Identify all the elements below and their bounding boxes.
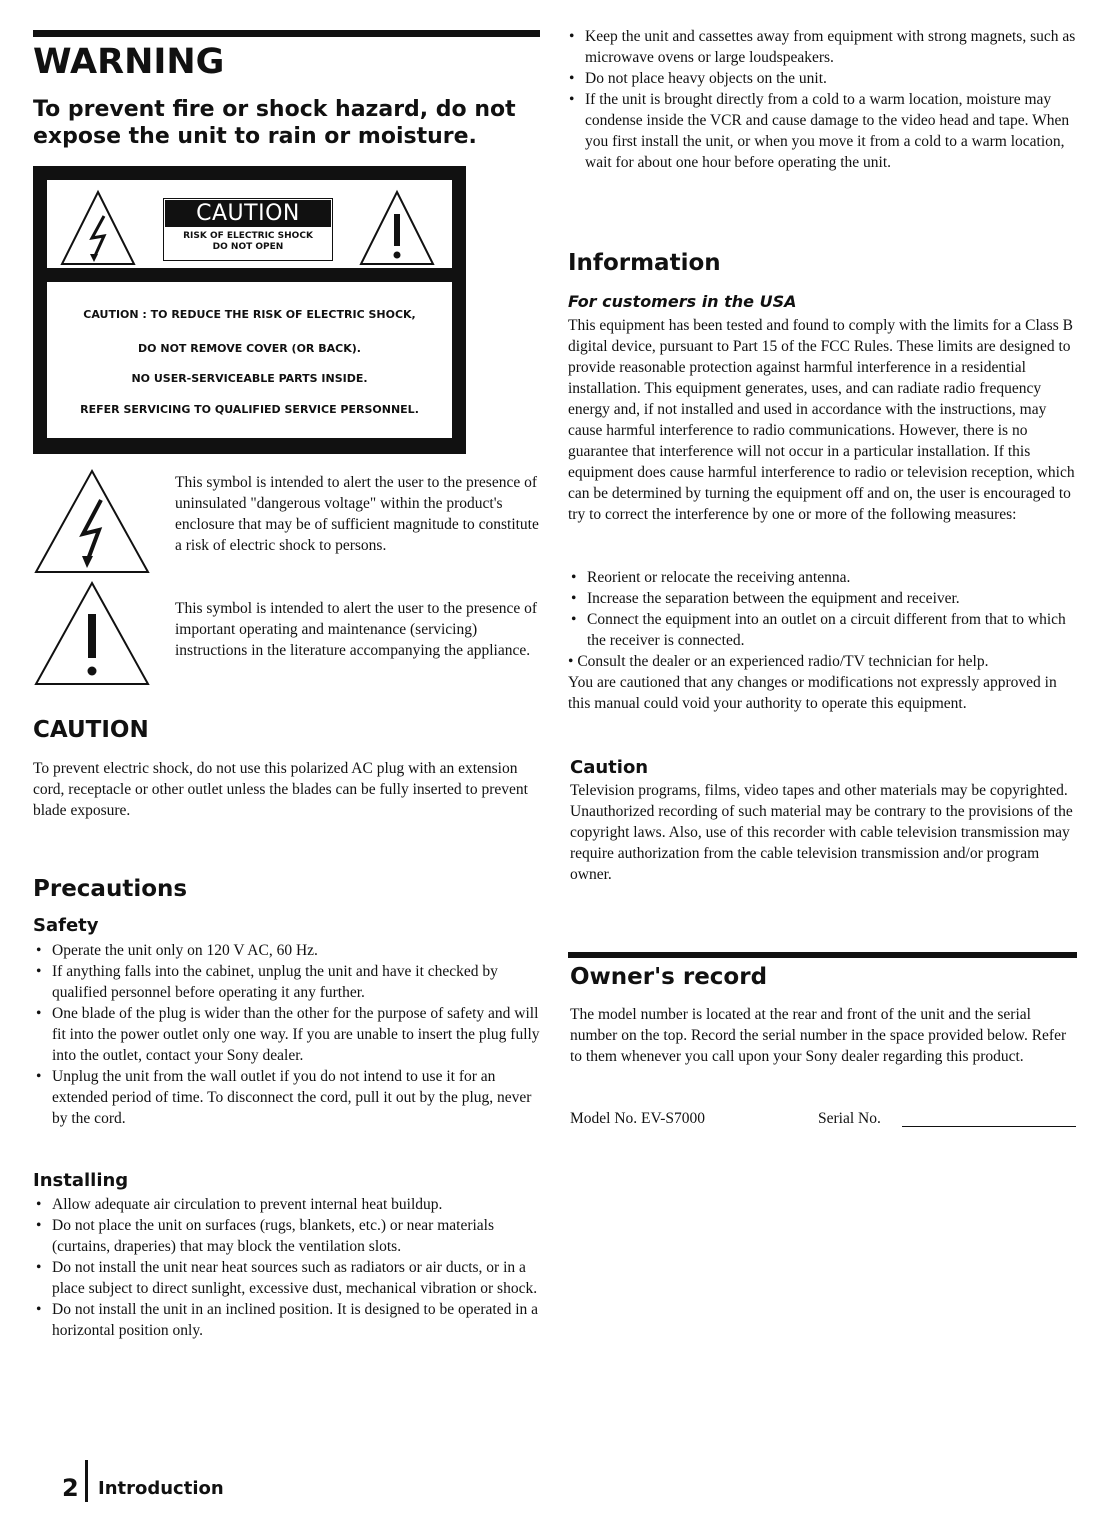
list-item: • Unplug the unit from the wall outlet if you do not intend to use it for an extended period of time. To disconnect the cord, pull it out by the plug, never by the cord. [33,1066,543,1129]
owners-record-text: The model number is located at the rear and front of the unit and the serial number on the top. Record the serial number in the space provided below. Refer to them whenever you call upon your Sony dealer regarding this product. [570,1006,1067,1065]
list-item: • Operate the unit only on 120 V AC, 60 Hz. [33,940,543,961]
exclamation-symbol-icon [33,580,151,688]
exclamation-triangle-icon [357,188,437,268]
owners-record-heading: Owner's record [570,964,768,990]
serial-number-label: Serial No. [818,1110,881,1127]
installing-heading: Installing [33,1170,129,1191]
caution-heading: CAUTION [33,717,149,743]
safety-list [33,940,543,1129]
caution-label-line: CAUTION : TO REDUCE THE RISK OF ELECTRIC SHOCK, [83,308,416,321]
caution-sticker-title: CAUTION [165,200,331,227]
list-item: • One blade of the plug is wider than the other for the purpose of safety and will fit into the power outlet only one way. If you are unable to insert the plug fully into the outlet, contact your Sony dealer. [33,1003,543,1066]
safety-heading: Safety [33,915,99,936]
caution-label-line: NO USER-SERVICEABLE PARTS INSIDE. [131,372,368,385]
list-item: • Do not install the unit near heat sources such as radiators or air ducts, or in a place subject to direct sunlight, excessive dust, mechanical vibration or shock. [33,1257,543,1299]
list-item: • Keep the unit and cassettes away from equipment with strong magnets, such as microwave ovens or large loudspeakers. [566,26,1078,68]
caution-label-line: DO NOT REMOVE COVER (OR BACK). [138,342,361,355]
list-item: • Allow adequate air circulation to prevent internal heat buildup. [33,1194,543,1215]
list-item: • Do not place heavy objects on the unit. [566,68,1078,89]
lightning-symbol-text: This symbol is intended to alert the user to the presence of uninsulated "dangerous voltage" within the product's enclosure that may be of sufficient magnitude to constitute a risk of electric shock to persons. [175,474,539,554]
model-number: Model No. EV-S7000 [570,1110,706,1127]
copyright-text: Television programs, films, video tapes and other materials may be copyrighted. Unauthorized recording of such material may be contrary to the provisions of the copyright laws. Also, use of this recorder with cable television transmission may require authorization from the cable television transmission and/or program owner. [570,782,1073,883]
page-number: 2 [62,1474,79,1502]
precautions-heading: Precautions [33,876,188,902]
caution-sticker-line2: DO NOT OPEN [212,242,284,252]
consult-text: • Consult the dealer or an experienced radio/TV technician for help. [568,653,989,670]
caution-label-line: REFER SERVICING TO QUALIFIED SERVICE PERSONNEL. [80,403,419,416]
owners-record-rule [568,952,1077,958]
caution-sticker-line1: RISK OF ELECTRIC SHOCK [183,231,313,241]
caution-subheading: Caution [570,757,649,778]
caution-text: To prevent electric shock, do not use this polarized AC plug with an extension cord, receptacle or other outlet unless the blades can be fully inserted to prevent blade exposure. [33,760,528,819]
cautioned-text: You are cautioned that any changes or modifications not expressly approved in this manual could void your authority to operate this equipment. [568,674,1057,712]
information-heading: Information [568,250,721,276]
lightning-symbol-icon [33,468,151,576]
serial-number-field[interactable] [902,1126,1076,1127]
warning-subtitle: To prevent fire or shock hazard, do not expose the unit to rain or moisture. [33,97,516,149]
consult-label: Consult the dealer or an experienced radio/TV technician for help. [577,653,989,670]
footer-divider [85,1460,88,1502]
lightning-triangle-icon [58,188,138,268]
measures-list [568,567,1078,651]
list-item: • If anything falls into the cabinet, unplug the unit and have it checked by qualified personnel before operating it any further. [33,961,543,1003]
usa-heading: For customers in the USA [568,292,797,311]
list-item: • Do not place the unit on surfaces (rugs, blankets, etc.) or near materials (curtains, draperies) that may block the ventilation slots. [33,1215,543,1257]
handling-list [566,26,1078,173]
caution-sticker-small [165,231,331,253]
list-item: • Connect the equipment into an outlet on a circuit different from that to which the receiver is connected. [568,609,1078,651]
list-item: • Increase the separation between the equipment and receiver. [568,588,1078,609]
installing-list [33,1194,543,1341]
warning-title: WARNING [33,42,225,82]
usa-text: This equipment has been tested and found to comply with the limits for a Class B digital device, pursuant to Part 15 of the FCC Rules. These limits are designed to provide reasonable protection against harmful interference in a residential installation. This equipment generates, uses, and can radiate radio frequency energy and, if not installed and used in accordance with the instructions, may cause harmful interference to radio communications. However, there is no guarantee that interference will not occur in a particular installation. If this equipment does cause harmful interference to radio or television reception, which can be determined by turning the equipment off and on, the user is encouraged to try to correct the interference by one or more of the following measures: [568,317,1075,523]
exclamation-symbol-text: This symbol is intended to alert the user to the presence of important operating and maintenance (servicing) instructions in the literature accompanying the appliance. [175,600,538,659]
section-name: Introduction [98,1478,224,1499]
list-item: • Do not install the unit in an inclined position. It is designed to be operated in a horizontal position only. [33,1299,543,1341]
list-item: • If the unit is brought directly from a cold to a warm location, moisture may condense inside the VCR and cause damage to the video head and tape. When you first install the unit, or when you move it from a cold to a warm location, wait for about one hour before operating the unit. [566,89,1078,173]
list-item: • Reorient or relocate the receiving antenna. [568,567,1078,588]
warning-rule [33,30,540,37]
